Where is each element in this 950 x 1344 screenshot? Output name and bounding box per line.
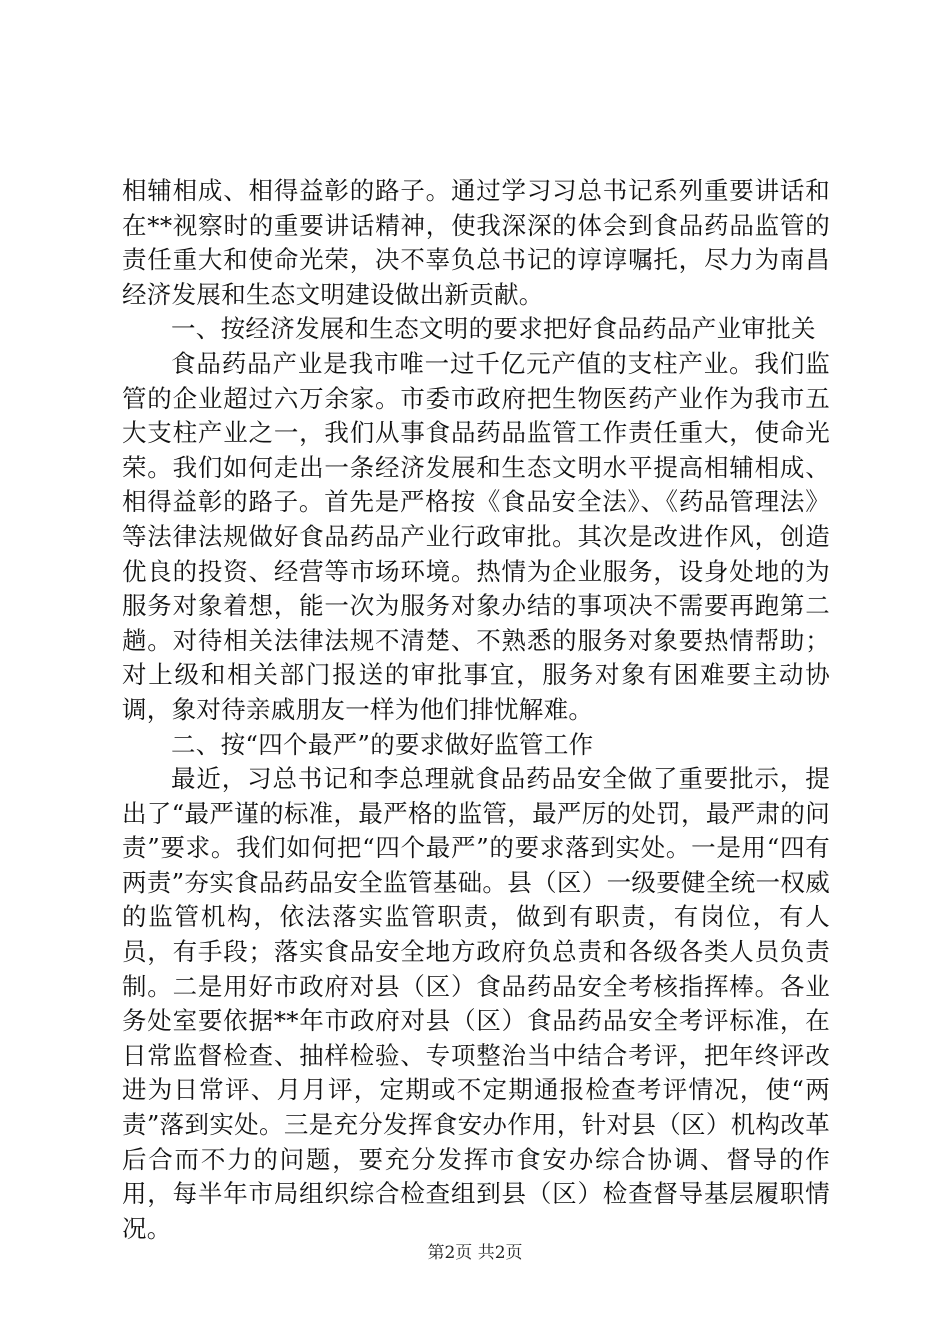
page-footer: 第2页 共2页	[427, 1243, 523, 1263]
section-heading-1: 一、按经济发展和生态文明的要求把好食品药品产业审批关	[171, 314, 816, 344]
document-body	[122, 174, 830, 1246]
paragraph-section-2: 最近，习总书记和李总理就食品药品安全做了重要批示，提出了“最严谨的标准，最严格的监管，最严厉的处罚，最严肃的问责”要求。我们如何把“四个最严”的要求落到实处。一是用“四有两责”夯实食品药品安全监管基础。县（区）一级要健全统一权威的监管机构，依法落实监管职责，做到有职责，有岗位，有人员，有手段；落实食品安全地方政府负总责和各级各类人员负责制。二是用好市政府对县（区）食品药品安全考核指挥棒。各业务处室要依据**年市政府对县（区）食品药品安全考评标准，在日常监督检查、抽样检验、专项整治当中结合考评，把年终评改进为日常评、月月评，定期或不定期通报检查考评情况，使“两责”落到实处。三是充分发挥食安办作用，针对县（区）机构改革后合而不力的问题，要充分发挥市食安办综合协调、督导的作用，每半年市局组织综合检查组到县（区）检查督导基层履职情况。	[122, 764, 830, 1243]
section-heading-2: 二、按“四个最严”的要求做好监管工作	[171, 729, 594, 759]
paragraph-continuation: 相辅相成、相得益彰的路子。通过学习习总书记系列重要讲话和在**视察时的重要讲话精神，使我深深的体会到食品药品监管的责任重大和使命光荣，决不辜负总书记的谆谆嘱托，尽力为南昌经济发展和生态文明建设做出新贡献。	[122, 176, 830, 309]
paragraph-section-1: 食品药品产业是我市唯一过千亿元产值的支柱产业。我们监管的企业超过六万余家。市委市政府把生物医药产业作为我市五大支柱产业之一，我们从事食品药品监管工作责任重大，使命光荣。我们如何走出一条经济发展和生态文明水平提高相辅相成、相得益彰的路子。首先是严格按《食品安全法》、《药品管理法》等法律法规做好食品药品产业行政审批。其次是改进作风，创造优良的投资、经营等市场环境。热情为企业服务，设身处地的为服务对象着想，能一次为服务对象办结的事项决不需要再跑第二趟。对待相关法律法规不清楚、不熟悉的服务对象要热情帮助；对上级和相关部门报送的审批事宜，服务对象有困难要主动协调，象对待亲戚朋友一样为他们排忧解难。	[122, 348, 830, 724]
